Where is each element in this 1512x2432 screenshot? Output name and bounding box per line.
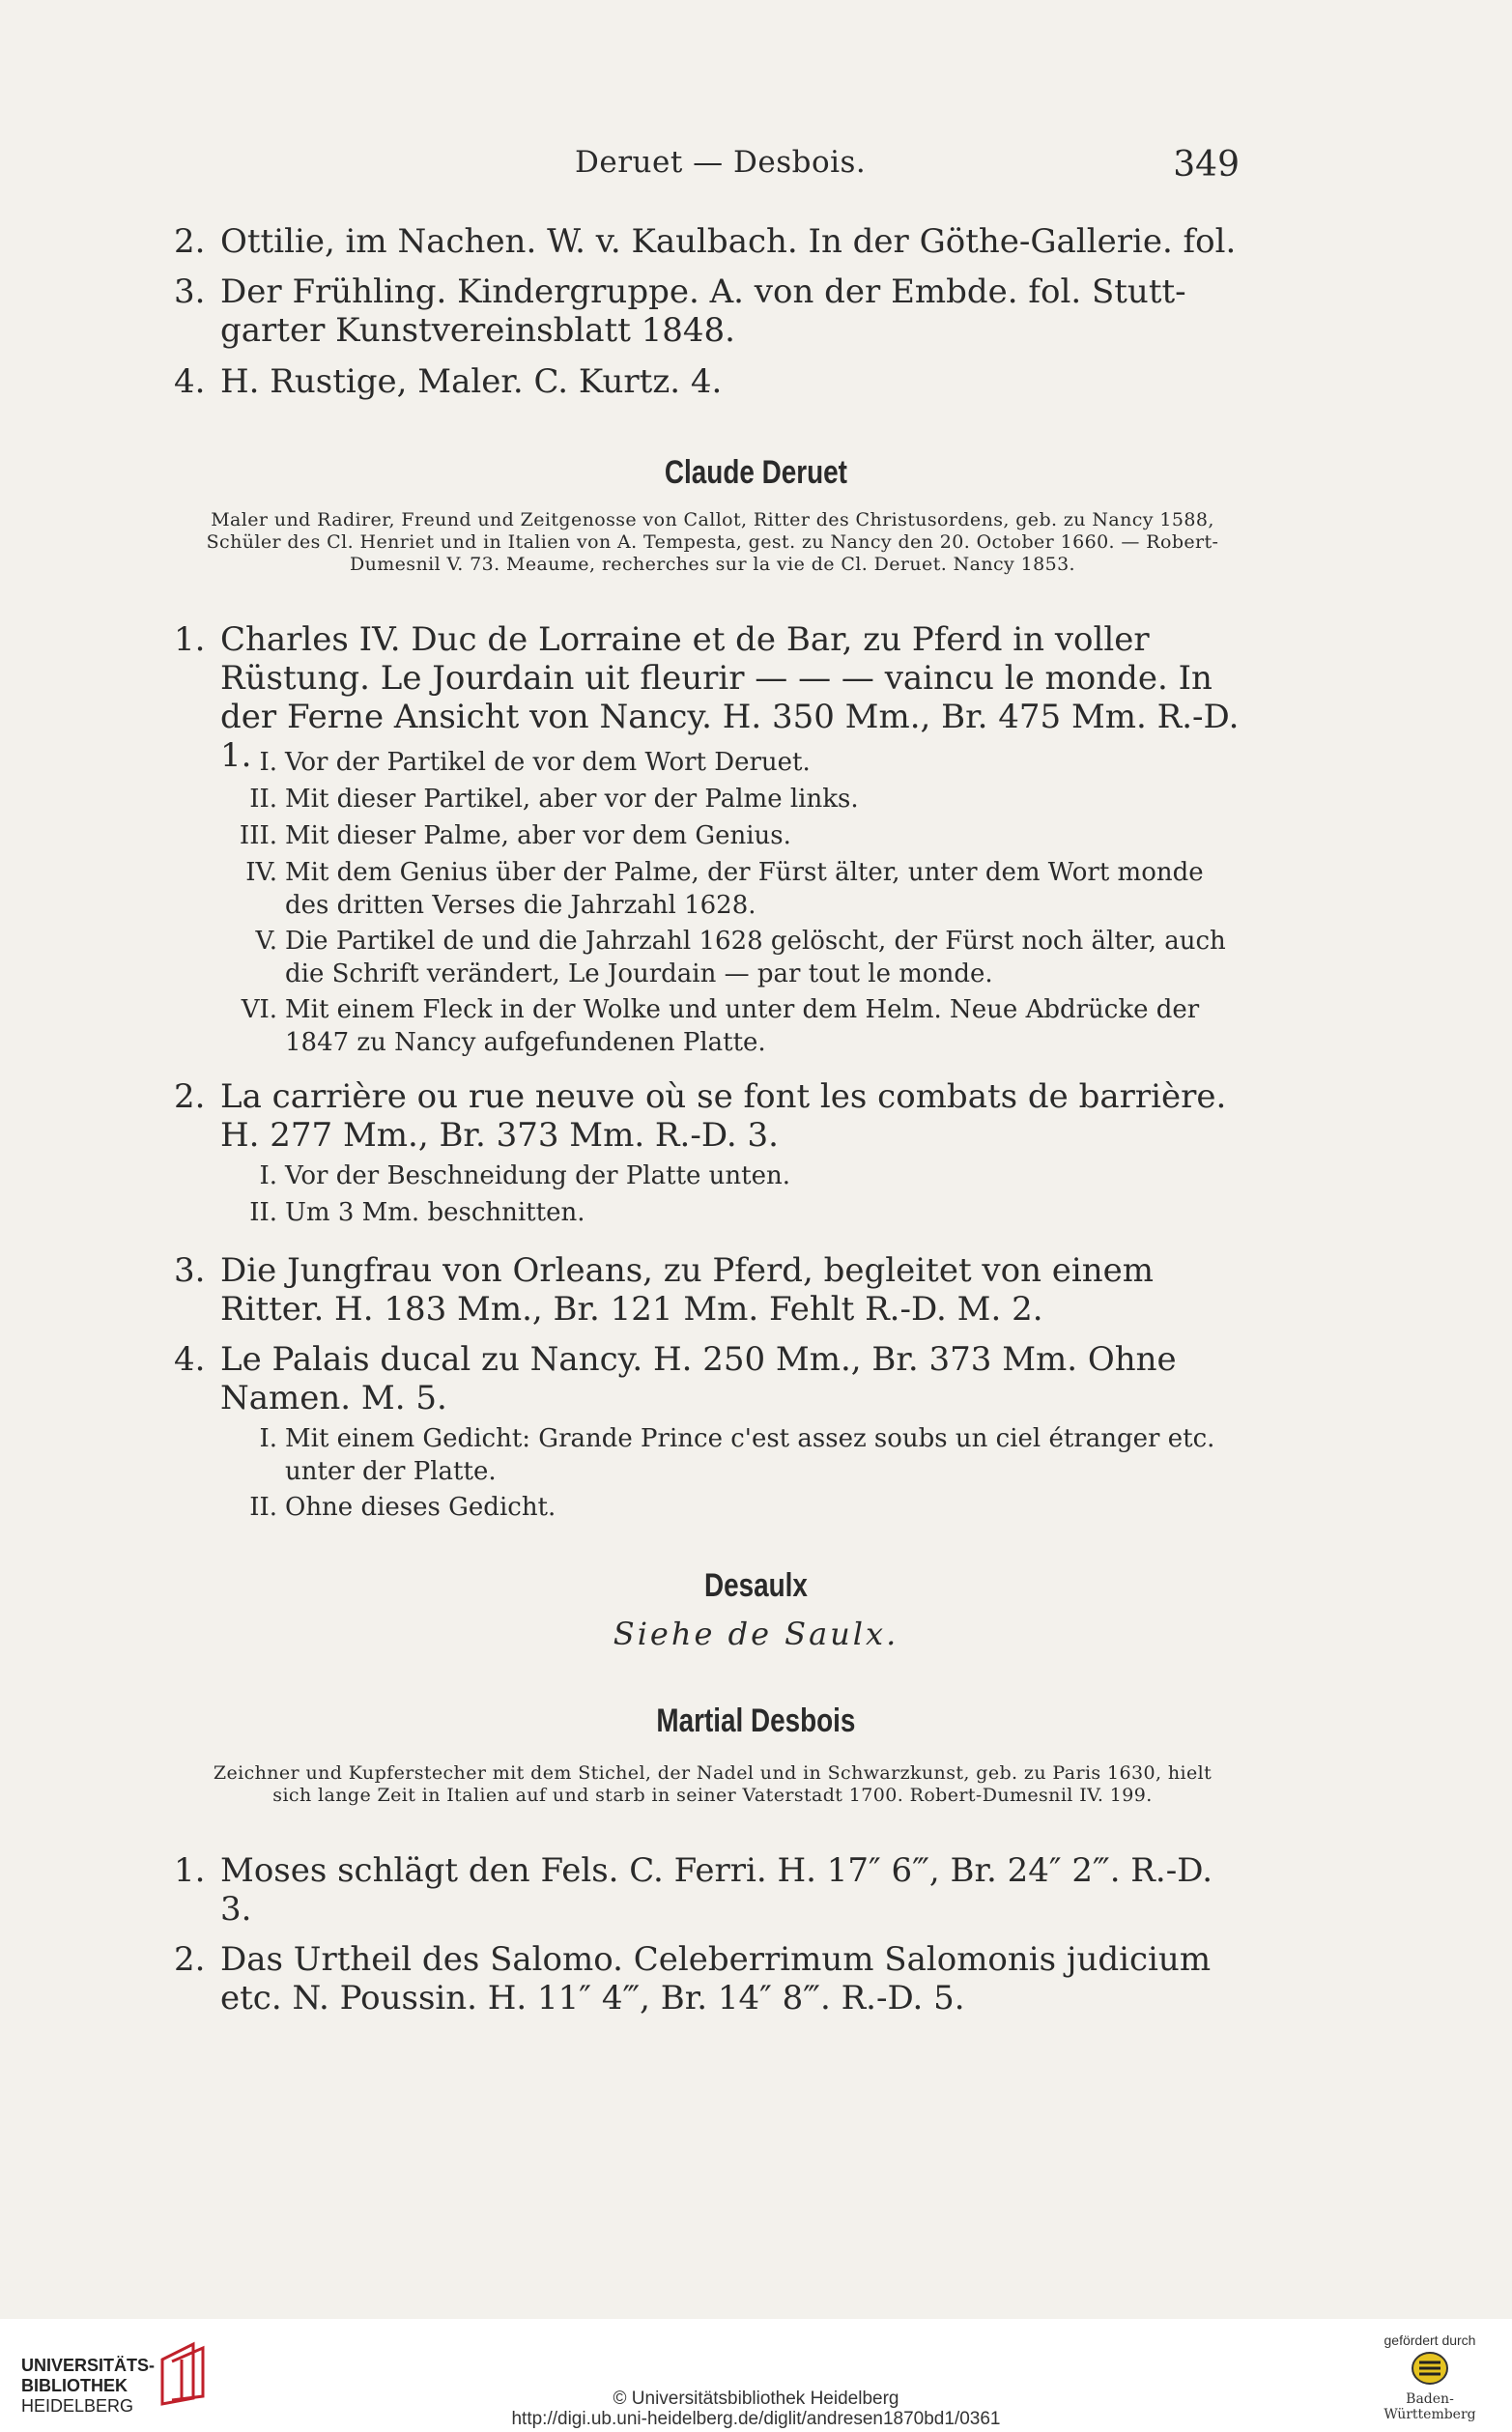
state-item (259, 746, 1246, 779)
state-item (255, 925, 1246, 990)
entry-number: 4. (174, 1340, 206, 1379)
entry-text: Die Jungfrau von Orleans, zu Pferd, begleitet von einem Ritter. H. 183 Mm., Br. 121 Mm. Fehlt R.-D. M. 2. (220, 1251, 1155, 1329)
entry-number: 1. (174, 1851, 206, 1890)
logo-line: HEIDELBERG (21, 2396, 134, 2416)
state-item (241, 993, 1246, 1059)
logo-line: UNIVERSITÄTS- (21, 2356, 156, 2375)
artist-biography: Maler und Radirer, Freund und Zeitgenosse von Callot, Ritter des Christusordens, geb. zu Nancy 1588, Schüler des Cl. Henriet und in Italien von A. Tempesta, gest. zu Nancy den 20. October 1660. — Robert-Dumesnil V. 73. Meaume, recherches sur la vie de Cl. Deruet. Nancy 1853. (206, 509, 1219, 575)
logo-line: BIBLIOTHEK (21, 2376, 128, 2395)
state-text: Mit einem Gedicht: Grande Prince c'est assez soubs un ciel étranger etc. unter der Platte. (285, 1424, 1215, 1486)
list-item (174, 362, 1246, 401)
state-text: Mit dieser Palme, aber vor dem Genius. (285, 821, 791, 850)
state-text: Mit dieser Partikel, aber vor der Palme links. (285, 785, 859, 814)
list-item (174, 1077, 1246, 1155)
state-text: Mit einem Fleck in der Wolke und unter dem Helm. Neue Abdrücke der 1847 zu Nancy aufgefundenen Platte. (285, 995, 1200, 1057)
coat-of-arms-icon (1406, 2348, 1454, 2389)
entry-number: 3. (174, 1251, 206, 1290)
state-item (239, 819, 1246, 852)
state-item (249, 1196, 1246, 1229)
state-text: Vor der Partikel de vor dem Wort Deruet. (285, 748, 811, 777)
entry-number: 2. (174, 1077, 206, 1116)
cross-reference: Siehe de Saulx. (613, 1616, 899, 1652)
entry-text: H. Rustige, Maler. C. Kurtz. 4. (220, 362, 723, 401)
page-number: 349 (1173, 145, 1240, 185)
state-item (259, 1159, 1246, 1192)
state-number: V. (255, 927, 277, 956)
entry-number: 2. (174, 1940, 206, 1979)
list-item (174, 272, 1246, 350)
state-item (249, 783, 1246, 815)
list-item (174, 1940, 1246, 2017)
entry-number: 1. (174, 620, 206, 659)
list-item (174, 1251, 1246, 1329)
state-text: Vor der Beschneidung der Platte unten. (285, 1161, 791, 1190)
entry-text: Le Palais ducal zu Nancy. H. 250 Mm., Br. 373 Mm. Ohne Namen. M. 5. (220, 1340, 1177, 1417)
state-item (249, 1491, 1246, 1524)
section-title: Desaulx (703, 1567, 808, 1604)
footer (0, 2319, 1512, 2432)
state-number: I. (259, 748, 277, 777)
sponsor-name: Baden-Württemberg (1384, 2391, 1476, 2422)
list-item (174, 1851, 1246, 1929)
entry-text: Moses schlägt den Fels. C. Ferri. H. 17″ 6‴, Br. 24″ 2‴. R.-D. 3. (220, 1851, 1213, 1929)
state-number: I. (259, 1424, 277, 1453)
list-item (174, 1340, 1246, 1417)
state-number: I. (259, 1161, 277, 1190)
page-header (0, 145, 1512, 193)
entry-text: Der Frühling. Kindergruppe. A. von der Embde. fol. Stutt-garter Kunstvereinsblatt 1848. (220, 272, 1186, 350)
state-number: II. (249, 785, 277, 814)
state-number: II. (249, 1493, 277, 1522)
state-text: Die Partikel de und die Jahrzahl 1628 gelöscht, der Fürst noch älter, auch die Schrift verändert, Le Jourdain — par tout le monde. (285, 927, 1226, 988)
sponsor-block (1367, 2332, 1493, 2422)
artist-biography: Zeichner und Kupferstecher mit dem Stichel, der Nadel und in Schwarzkunst, geb. zu Paris 1630, hielt sich lange Zeit in Italien auf und starb in seiner Vaterstadt 1700. Robert-Dumesnil IV. 199. (213, 1762, 1212, 1806)
state-number: II. (249, 1198, 277, 1227)
copyright-notice (0, 2389, 1512, 2429)
running-title: Deruet — Desbois. (575, 145, 867, 180)
entry-number: 4. (174, 362, 206, 401)
state-item (259, 1422, 1246, 1488)
entry-text: Ottilie, im Nachen. W. v. Kaulbach. In der Göthe-Gallerie. fol. (220, 222, 1237, 261)
state-text: Um 3 Mm. beschnitten. (285, 1198, 585, 1227)
sponsor-label: gefördert durch (1384, 2332, 1476, 2348)
section-title: Martial Desbois (656, 1702, 856, 1739)
state-item (245, 856, 1246, 922)
entry-text: La carrière ou rue neuve où se font les combats de barrière. H. 277 Mm., Br. 373 Mm. R.-D. 3. (220, 1077, 1227, 1155)
state-text: Mit dem Genius über der Palme, der Fürst älter, unter dem Wort monde des dritten Verses die Jahrzahl 1628. (285, 858, 1204, 920)
state-number: VI. (241, 995, 277, 1024)
state-number: III. (239, 821, 277, 850)
entry-text: Charles IV. Duc de Lorraine et de Bar, zu Pferd in voller Rüstung. Le Jourdain uit fleurir — — — vaincu le monde. In der Ferne Ansicht von Nancy. H. 350 Mm., Br. 475 Mm. R.-D. 1. (220, 620, 1240, 775)
source-url[interactable]: http://digi.ub.uni-heidelberg.de/diglit/andresen1870bd1/0361 (511, 2409, 1001, 2429)
list-item (174, 222, 1246, 261)
section-title: Claude Deruet (664, 454, 847, 491)
entry-number: 2. (174, 222, 206, 261)
state-text: Ohne dieses Gedicht. (285, 1493, 556, 1522)
state-number: IV. (245, 858, 277, 887)
copyright-text: © Universitätsbibliothek Heidelberg (613, 2389, 899, 2409)
entry-text: Das Urtheil des Salomo. Celeberrimum Salomonis judicium etc. N. Poussin. H. 11″ 4‴, Br. 14″ 8‴. R.-D. 5. (220, 1940, 1212, 2017)
entry-number: 3. (174, 272, 206, 311)
